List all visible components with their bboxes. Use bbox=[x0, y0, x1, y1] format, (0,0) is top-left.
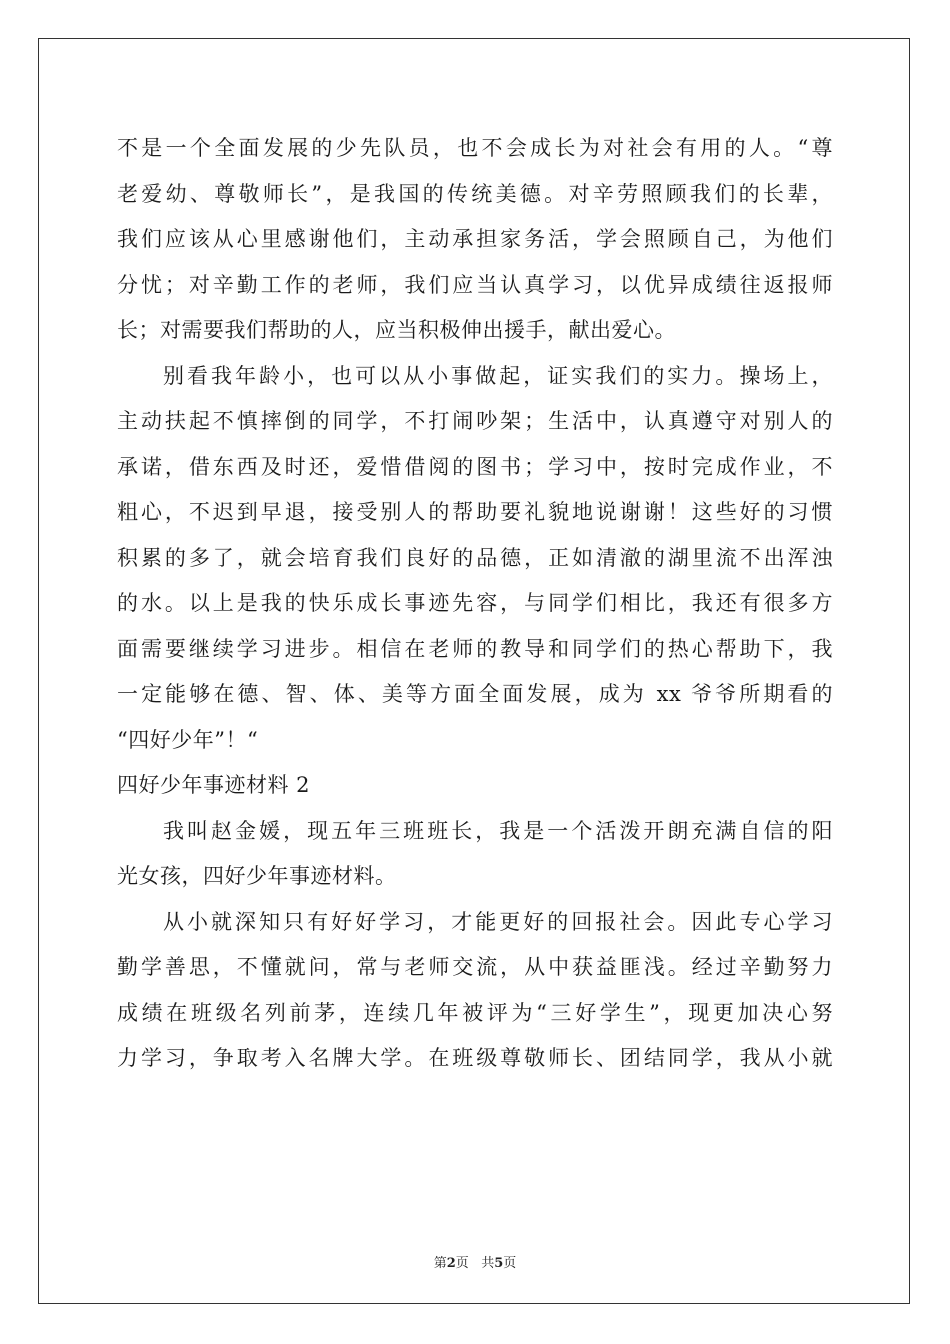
text-line: 主动扶起不慎摔倒的同学，不打闹吵架；生活中，认真遵守对别人的 bbox=[117, 409, 833, 433]
text-line: 我叫赵金媛，现五年三班班长，我是一个活泼开朗充满自信的阳 bbox=[163, 818, 833, 843]
text-line: 承诺，借东西及时还，爱惜借阅的图书；学习中，按时完成作业，不 bbox=[117, 454, 833, 479]
page-number: 2 bbox=[446, 1256, 456, 1271]
page-suffix: 页 bbox=[455, 1256, 469, 1271]
total-pages: 5 bbox=[494, 1256, 504, 1271]
paragraph-3 bbox=[117, 809, 833, 900]
total-prefix: 共 bbox=[481, 1256, 495, 1271]
text-line: 力学习，争取考入名牌大学。在班级尊敬师长、团结同学，我从小就 bbox=[117, 1046, 833, 1070]
document-body bbox=[117, 126, 833, 1082]
text-line: 成绩在班级名列前茅，连续几年被评为“三好学生”，现更加决心努 bbox=[117, 1000, 833, 1025]
paragraph-2 bbox=[117, 354, 833, 764]
page-footer bbox=[0, 1252, 950, 1271]
paragraph-1 bbox=[117, 126, 833, 354]
total-suffix: 页 bbox=[503, 1256, 517, 1271]
text-line: 长；对需要我们帮助的人，应当积极伸出援手，献出爱心。 bbox=[117, 318, 676, 342]
page-prefix: 第 bbox=[433, 1256, 447, 1271]
text-line: 一定能够在德、智、体、美等方面全面发展，成为 xx 爷爷所期看的 bbox=[117, 682, 833, 706]
text-line: 粗心，不迟到早退，接受别人的帮助要礼貌地说谢谢！这些好的习惯 bbox=[117, 500, 833, 524]
text-line: 勤学善思，不懂就问，常与老师交流，从中获益匪浅。经过辛勤努力 bbox=[117, 955, 833, 979]
text-line: 我们应该从心里感谢他们，主动承担家务活，学会照顾自己，为他们 bbox=[117, 227, 833, 251]
text-line: 的水。以上是我的快乐成长事迹先容，与同学们相比，我还有很多方 bbox=[117, 591, 833, 615]
text-line: 不是一个全面发展的少先队员，也不会成长为对社会有用的人。“尊 bbox=[117, 136, 833, 160]
text-line: 积累的多了，就会培育我们良好的品德，正如清澈的湖里流不出浑浊 bbox=[117, 545, 833, 570]
text-line: 别看我年龄小，也可以从小事做起，证实我们的实力。操场上， bbox=[163, 363, 833, 388]
text-line: 面需要继续学习进步。相信在老师的教导和同学们的热心帮助下，我 bbox=[117, 636, 833, 661]
text-line: 老爱幼、尊敬师长”，是我国的传统美德。对辛劳照顾我们的长辈， bbox=[117, 181, 833, 206]
paragraph-4 bbox=[117, 900, 833, 1082]
text-line: 从小就深知只有好好学习，才能更好的回报社会。因此专心学习 bbox=[163, 909, 833, 934]
text-line: 分忧；对辛勤工作的老师，我们应当认真学习，以优异成绩往返报师 bbox=[117, 272, 833, 297]
text-line: 光女孩，四好少年事迹材料。 bbox=[117, 864, 397, 888]
text-line: “四好少年”！“ bbox=[117, 727, 259, 752]
section-heading: 四好少年事迹材料 2 bbox=[117, 773, 311, 797]
